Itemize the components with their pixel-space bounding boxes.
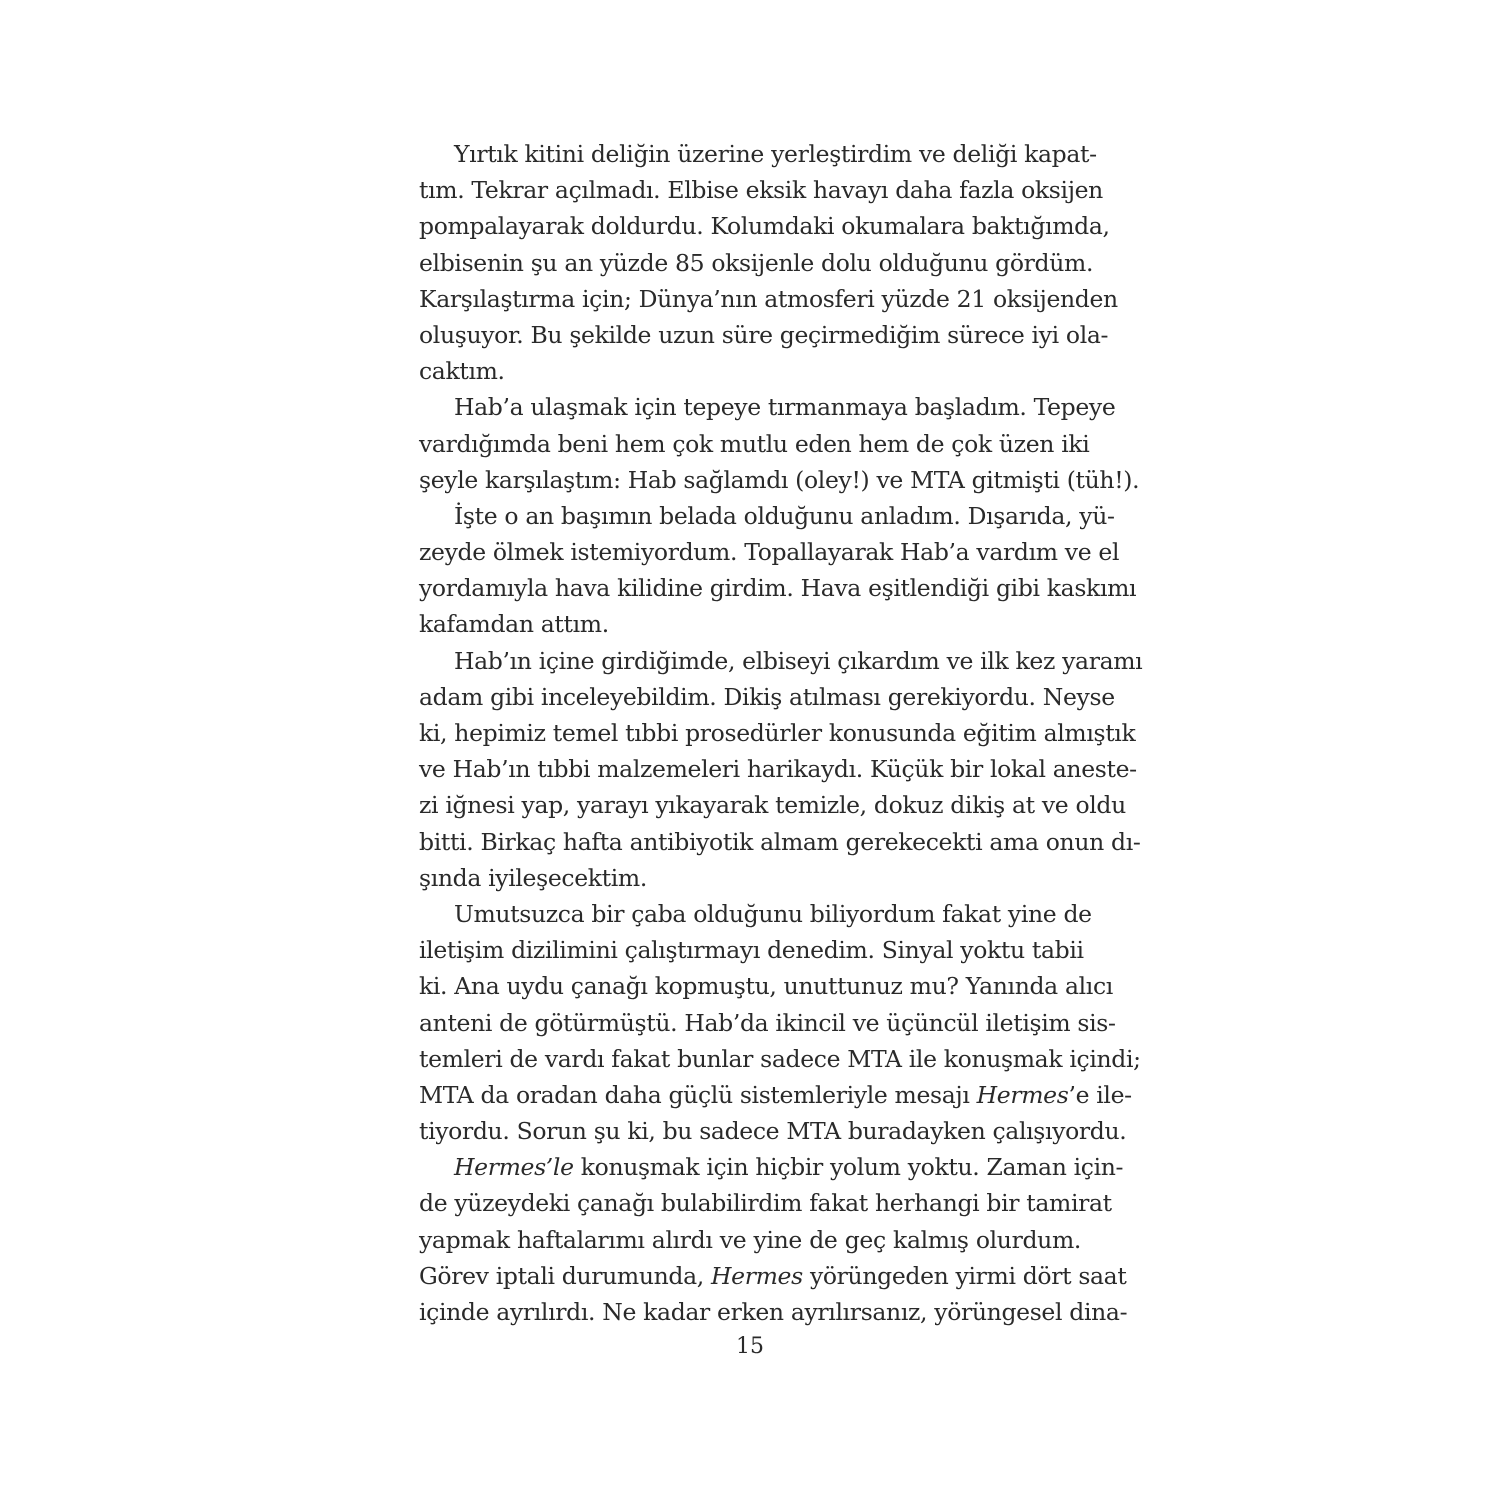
text-line: İşte o an başımın belada olduğunu anladım. Dışarıda, yü- [454,501,1115,530]
text-line: Umutsuzca bir çaba olduğunu biliyordum fakat yine de [454,899,1092,928]
text-line [419,1077,1132,1113]
text-line: iletişim dizilimini çalıştırmayı denedim. Sinyal yoktu tabii [419,936,1084,965]
text-line: oluşuyor. Bu şekilde uzun süre geçirmediğim sürece iyi ola- [419,320,1109,349]
italic-segment: Hermes’le [454,1153,574,1182]
text-line: ve Hab’ın tıbbi malzemeleri harikaydı. Küçük bir lokal aneste- [419,755,1137,784]
text-line [419,1149,1124,1185]
text-line: zeyde ölmek istemiyordum. Topallayarak Hab’a vardım ve el [419,538,1120,567]
text-line: anteni de götürmüştü. Hab’da ikincil ve üçüncül iletişim sis- [419,1008,1116,1037]
text-segment: konuşmak için hiçbir yolum yoktu. Zaman için- [573,1153,1124,1182]
text-line: şeyle karşılaştım: Hab sağlamdı (oley!) ve MTA gitmişti (tüh!). [419,465,1140,494]
page-number: 15 [736,1334,764,1359]
text-line: pompalayarak doldurdu. Kolumdaki okumalara baktığımda, [419,212,1110,241]
text-line: içinde ayrılırdı. Ne kadar erken ayrılırsanız, yörüngesel dina- [419,1298,1128,1326]
text-line: elbisenin şu an yüzde 85 oksijenle dolu olduğunu gördüm. [419,248,1094,277]
text-line: Hab’ın içine girdiğimde, elbiseyi çıkardım ve ilk kez yaramı [454,646,1143,675]
text-segment: yörüngeden yirmi dört saat [802,1261,1127,1290]
text-line: Hab’a ulaşmak için tepeye tırmanmaya başladım. Tepeye [454,393,1116,422]
text-line: yordamıyla hava kilidine girdim. Hava eşitlendiği gibi kaskımı [419,574,1137,603]
text-line: ki. Ana uydu çanağı kopmuştu, unuttunuz mu? Yanında alıcı [419,972,1113,1001]
italic-segment: Hermes [976,1080,1069,1109]
text-line: Karşılaştırma için; Dünya’nın atmosferi yüzde 21 oksijenden [419,284,1118,313]
text-line [419,1258,1127,1294]
text-line: vardığımda beni hem çok mutlu eden hem de çok üzen iki [419,429,1090,458]
body-text [419,136,1143,1330]
text-line: yapmak haftalarımı alırdı ve yine de geç kalmış olurdum. [419,1225,1081,1254]
italic-segment: Hermes [711,1261,803,1290]
text-segment: ’e ile- [1068,1080,1132,1109]
text-line: tiyordu. Sorun şu ki, bu sadece MTA buradayken çalışıyordu. [419,1117,1127,1146]
text-line: adam gibi inceleyebildim. Dikiş atılması gerekiyordu. Neyse [419,682,1115,711]
text-segment: MTA da oradan daha güçlü sistemleriyle mesajı [419,1080,977,1109]
text-line: de yüzeydeki çanağı bulabilirdim fakat herhangi bir tamirat [419,1189,1112,1218]
text-line: kafamdan attım. [419,610,609,639]
text-line: temleri de vardı fakat bunlar sadece MTA ile konuşmak içindi; [419,1044,1141,1073]
text-line: Yırtık kitini deliğin üzerine yerleştirdim ve deliği kapat- [454,140,1097,168]
text-line: ki, hepimiz temel tıbbi prosedürler konusunda eğitim almıştık [419,719,1136,747]
text-line: tım. Tekrar açılmadı. Elbise eksik havayı daha fazla oksijen [419,176,1103,205]
text-line: caktım. [419,357,505,386]
text-line: bitti. Birkaç hafta antibiyotik almam gerekecekti ama onun dı- [419,827,1141,856]
text-line: şında iyileşecektim. [419,863,647,892]
text-line: zi iğnesi yap, yarayı yıkayarak temizle, dokuz dikiş at ve oldu [419,791,1126,820]
text-segment: Görev iptali durumunda, [419,1261,712,1290]
